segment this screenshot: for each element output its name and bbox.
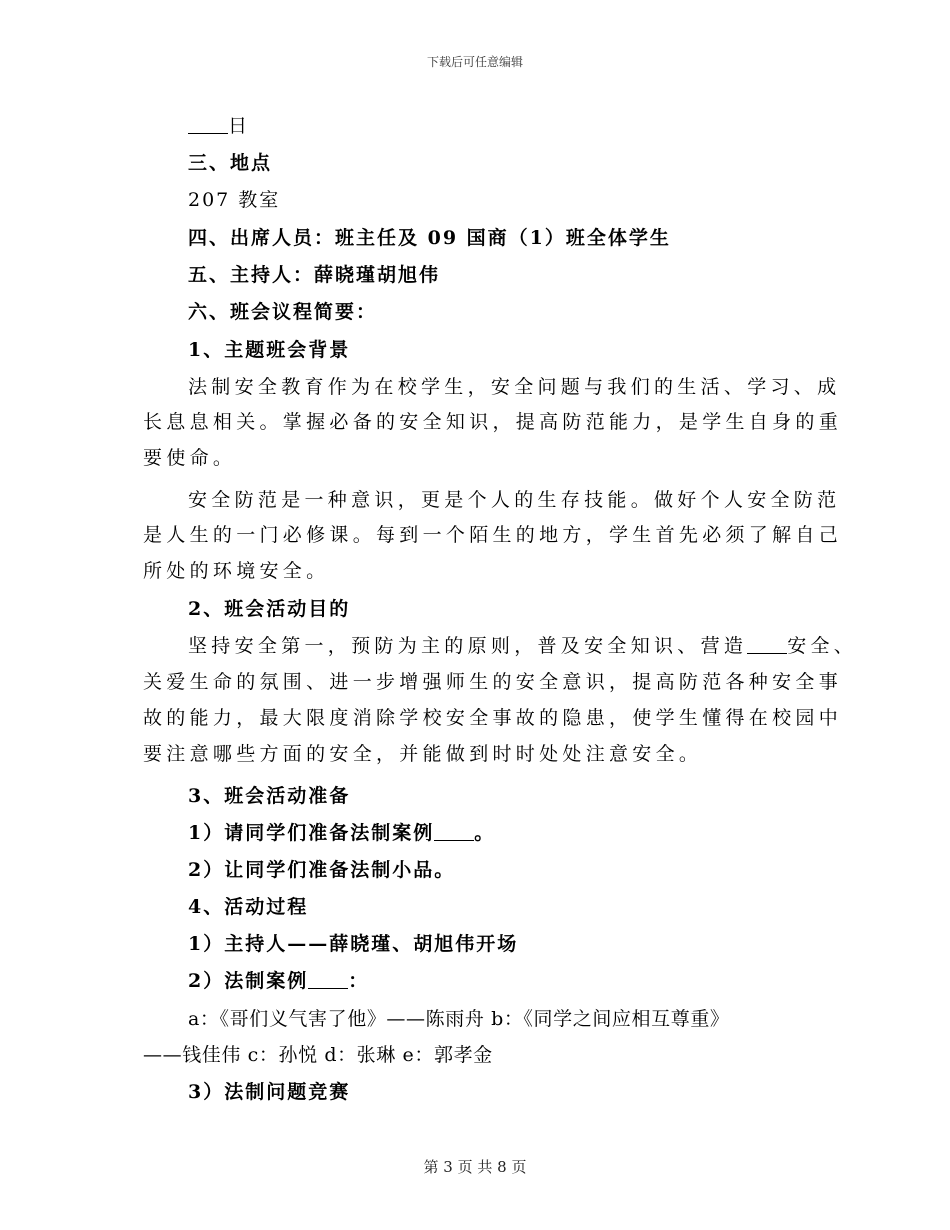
subheading-preparation: 3、班会活动准备 bbox=[188, 785, 351, 807]
date-day-text: 日 bbox=[228, 115, 250, 137]
paragraph-line: 要使命。 bbox=[143, 447, 237, 469]
list-item-text: 。 bbox=[474, 822, 496, 844]
list-item: 2）让同学们准备法制小品。 bbox=[188, 859, 456, 881]
paragraph-line: ——钱佳伟 c：孙悦 d：张琳 e：郭孝金 bbox=[143, 1044, 493, 1066]
paragraph-line: 长息息相关。掌握必备的安全知识，提高防范能力，是学生自身的重 bbox=[143, 411, 843, 433]
blank-field bbox=[747, 635, 787, 654]
paragraph-line: 要注意哪些方面的安全，并能做到时时处处注意安全。 bbox=[143, 743, 703, 765]
paragraph-line bbox=[188, 634, 857, 658]
page-header: 下载后可任意编辑 bbox=[426, 55, 523, 69]
section-heading-location: 三、地点 bbox=[188, 152, 273, 174]
list-item bbox=[188, 969, 369, 993]
paragraph-line: 安全防范是一种意识，更是个人的生存技能。做好个人安全防范 bbox=[188, 489, 841, 511]
list-item-text: 1）请同学们准备法制案例 bbox=[188, 822, 435, 844]
subheading-background: 1、主题班会背景 bbox=[188, 339, 351, 361]
section-heading-agenda: 六、班会议程简要： bbox=[188, 301, 378, 323]
location-text: 207 教室 bbox=[188, 189, 281, 211]
section-heading-attendees: 四、出席人员：班主任及 09 国商（1）班全体学生 bbox=[188, 227, 671, 249]
section-heading-host: 五、主持人：薛晓瑾胡旭伟 bbox=[188, 264, 441, 286]
paragraph-line: 所处的环境安全。 bbox=[143, 560, 330, 582]
paragraph-line: 法制安全教育作为在校学生，安全问题与我们的生活、学习、成 bbox=[188, 376, 841, 398]
list-item-text: 2）法制案例 bbox=[188, 970, 309, 992]
subheading-process: 4、活动过程 bbox=[188, 896, 309, 918]
date-line bbox=[188, 114, 249, 138]
paragraph-line: 关爱生命的氛围、进一步增强师生的安全意识，提高防范各种安全事 bbox=[143, 671, 843, 693]
paragraph-line: 故的能力，最大限度消除学校安全事故的隐患，使学生懂得在校园中 bbox=[143, 707, 843, 729]
blank-field bbox=[308, 970, 348, 989]
paragraph-line: 是人生的一门必修课。每到一个陌生的地方，学生首先必须了解自己 bbox=[143, 524, 843, 546]
list-item: 3）法制问题竞赛 bbox=[188, 1081, 351, 1103]
list-item: 1）主持人——薛晓瑾、胡旭伟开场 bbox=[188, 933, 519, 955]
list-item bbox=[188, 821, 495, 845]
list-item-text: ： bbox=[348, 970, 370, 992]
paragraph-text: 安全、 bbox=[787, 635, 858, 657]
blank-field bbox=[434, 822, 474, 841]
paragraph-text: 坚持安全第一，预防为主的原则，普及安全知识、营造 bbox=[188, 635, 748, 657]
page-footer: 第 3 页 共 8 页 bbox=[423, 1158, 527, 1176]
blank-field bbox=[188, 115, 228, 134]
paragraph-line: a：《哥们义气害了他》——陈雨舟 b：《同学之间应相互尊重》 bbox=[188, 1008, 730, 1030]
subheading-purpose: 2、班会活动目的 bbox=[188, 598, 351, 620]
